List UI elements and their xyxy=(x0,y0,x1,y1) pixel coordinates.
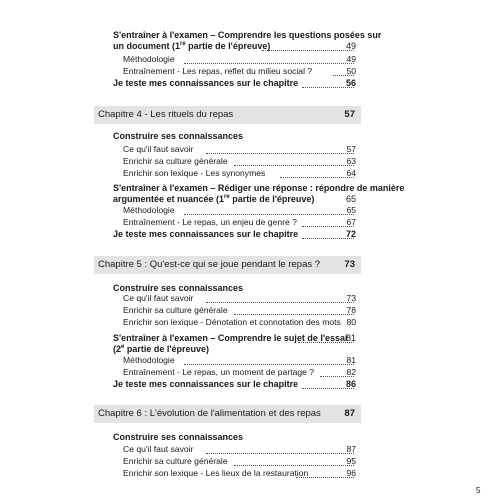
chapter-page: 73 xyxy=(344,259,355,270)
test-entry: Je teste mes connaissances sur le chapitre xyxy=(113,78,299,88)
page-ref: 87 xyxy=(346,444,356,454)
page-ref: 65 xyxy=(346,205,356,215)
exam-title-line2: (2e partie de l'épreuve) xyxy=(113,344,210,354)
chapter-heading xyxy=(94,256,361,274)
toc-entry: Entraînement - Le repas, un enjeu de genre ? xyxy=(123,217,297,227)
page-ref: 73 xyxy=(346,293,356,303)
chapter-title: Chapitre 5 : Qu'est-ce qui se joue pendant le repas ? xyxy=(98,259,321,270)
page-ref: 67 xyxy=(346,217,356,227)
page-ref: 86 xyxy=(345,379,356,389)
page-ref: 49 xyxy=(346,54,356,64)
page-ref: 82 xyxy=(346,367,356,377)
exam-title-line1: S'entraîner à l'examen – Rédiger une réponse : répondre de manière xyxy=(113,183,405,193)
toc-entry: Ce qu'il faut savoir xyxy=(123,144,194,154)
section-heading: Construire ses connaissances xyxy=(113,131,244,141)
page-ref: 49 xyxy=(345,41,356,51)
page-number: 5 xyxy=(476,486,481,495)
page-ref: 64 xyxy=(346,168,356,178)
exam-title-line2: un document (1re partie de l'épreuve) xyxy=(113,41,271,51)
page-ref: 80 xyxy=(346,317,356,327)
toc-entry: Méthodologie xyxy=(123,205,175,215)
toc-entry: Enrichir sa culture générale xyxy=(123,156,228,166)
toc-entry: Enrichir sa culture générale xyxy=(123,456,228,466)
exam-title-line1: S'entraîner à l'examen – Comprendre le sujet de l'essai xyxy=(113,333,348,343)
toc-entry: Ce qu'il faut savoir xyxy=(123,293,194,303)
page-ref: 50 xyxy=(346,66,356,76)
chapter-title: Chapitre 4 - Les rituels du repas xyxy=(98,109,234,120)
toc-entry: Enrichir sa culture générale xyxy=(123,305,228,315)
toc-entry: Méthodologie xyxy=(123,54,175,64)
page-ref: 96 xyxy=(346,468,356,478)
toc-entry: Enrichir son lexique - Les synonymes xyxy=(123,168,266,178)
section-heading: Construire ses connaissances xyxy=(113,432,244,442)
toc-entry: Ce qu'il faut savoir xyxy=(123,444,194,454)
page-ref: 63 xyxy=(346,156,356,166)
toc-entry: Entraînement - Le repas, un moment de partage ? xyxy=(123,367,315,377)
page-ref: 78 xyxy=(346,305,356,315)
chapter-page: 87 xyxy=(344,408,355,419)
chapter-heading xyxy=(94,106,361,124)
page-ref: 81 xyxy=(346,355,356,365)
page-ref: 56 xyxy=(345,78,356,88)
test-entry: Je teste mes connaissances sur le chapitre xyxy=(113,379,299,389)
chapter-page: 57 xyxy=(344,109,355,120)
page-ref: 57 xyxy=(346,144,356,154)
toc-entry: Enrichir son lexique - Dénotation et connotation des mots xyxy=(123,317,341,327)
exam-title-line1: S'entraîner à l'examen – Comprendre les questions posées sur xyxy=(113,30,382,40)
toc-entry: Entraînement - Les repas, reflet du milieu social ? xyxy=(123,66,313,76)
page-ref: 95 xyxy=(346,456,356,466)
section-heading: Construire ses connaissances xyxy=(113,283,244,293)
chapter-heading xyxy=(94,405,361,423)
page-ref: 72 xyxy=(345,229,356,239)
test-entry: Je teste mes connaissances sur le chapitre xyxy=(113,229,299,239)
toc-entry: Méthodologie xyxy=(123,355,175,365)
chapter-title: Chapitre 6 : L'évolution de l'alimentation et des repas xyxy=(98,408,321,419)
exam-title-line2: argumentée et nuancée (1re partie de l'épreuve) xyxy=(113,194,315,204)
page-ref: 65 xyxy=(345,194,356,204)
toc-entry: Enrichir son lexique - Les lieux de la restauration xyxy=(123,468,309,478)
page-ref: 81 xyxy=(345,333,356,343)
